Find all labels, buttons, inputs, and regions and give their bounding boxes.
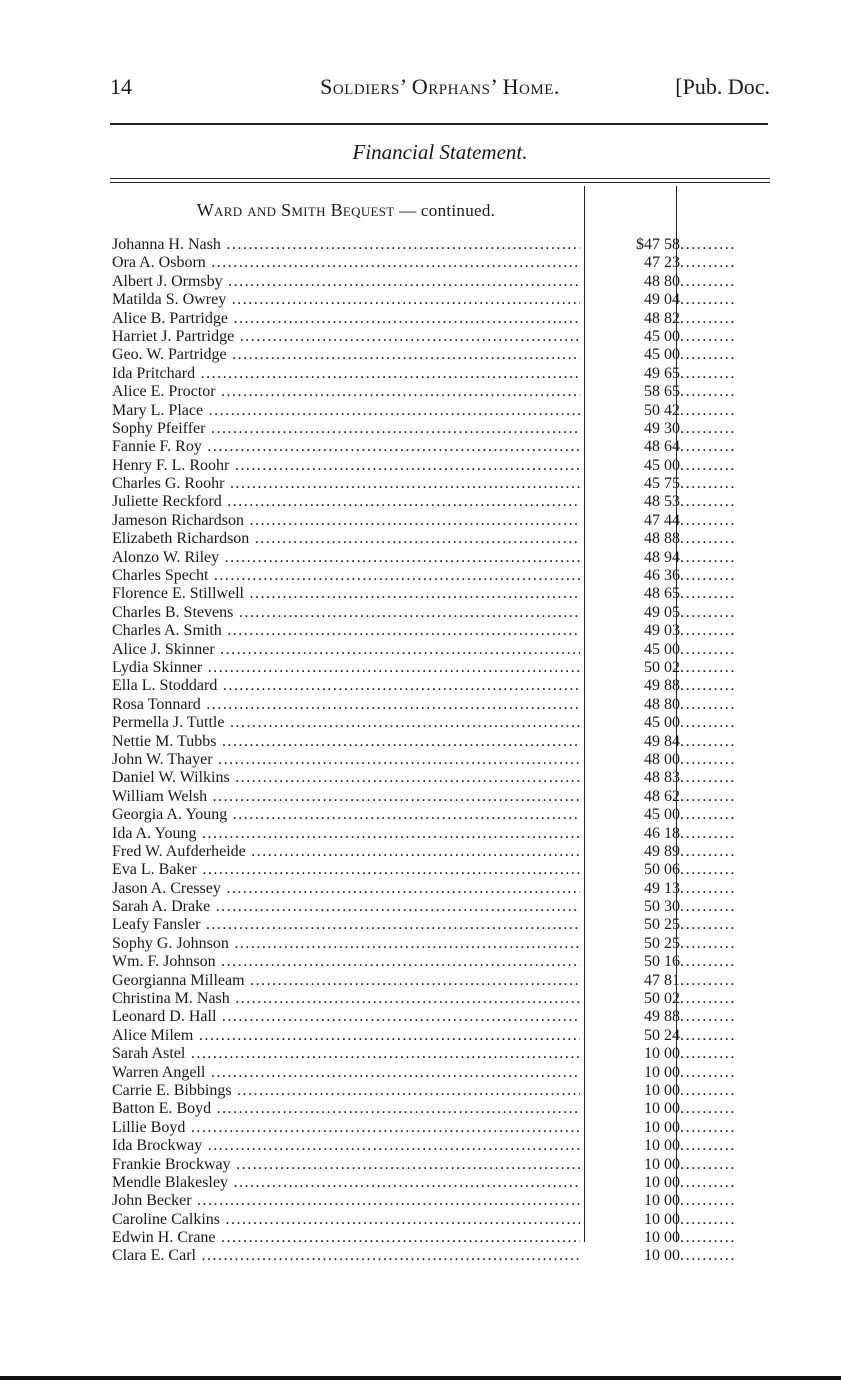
table-row [112, 880, 772, 898]
entry-amount: 46 18 [644, 824, 680, 842]
table-row [112, 1008, 772, 1026]
entry-amount: 10 00 [644, 1045, 680, 1063]
entry-name: John Becker ..... [112, 1192, 580, 1210]
table-row [112, 254, 772, 272]
entry-filler: .......... [680, 787, 736, 805]
entry-filler: .......... [680, 1063, 736, 1081]
entry-name: Permella J. Tuttle ..... [112, 714, 580, 732]
entry-filler: .......... [680, 346, 736, 364]
table-row [112, 346, 772, 364]
entry-filler: .......... [680, 401, 736, 419]
entry-amount: 47 44 [644, 511, 680, 529]
entry-amount: 48 82 [644, 309, 680, 327]
table-row [112, 935, 772, 953]
table-row [112, 567, 772, 585]
table-row [112, 291, 772, 309]
entry-amount: 10 00 [644, 1100, 680, 1118]
double-rule [110, 178, 770, 183]
entry-amount: 45 00 [644, 327, 680, 345]
entry-filler: .......... [680, 1045, 736, 1063]
table-row [112, 714, 772, 732]
entry-amount: 47 81 [644, 971, 680, 989]
entry-name: Matilda S. Owrey ..... [112, 291, 580, 309]
entry-name: Alice Milem ..... [112, 1027, 580, 1045]
entry-filler: .......... [680, 585, 736, 603]
table-row [112, 806, 772, 824]
entry-name: Jason A. Cressey ..... [112, 880, 580, 898]
entry-filler: .......... [680, 309, 736, 327]
entry-filler: .......... [680, 622, 736, 640]
entry-name: Ida Brockway ..... [112, 1137, 580, 1155]
entry-amount: 10 00 [644, 1155, 680, 1173]
entry-filler: .......... [680, 1229, 736, 1247]
table-row [112, 328, 772, 346]
table-row [112, 530, 772, 548]
table-row [112, 751, 772, 769]
entry-amount: 10 00 [644, 1173, 680, 1191]
entry-amount: 48 65 [644, 585, 680, 603]
entry-amount: 50 42 [644, 401, 680, 419]
table-row [112, 1211, 772, 1229]
entry-amount: 48 00 [644, 750, 680, 768]
entry-filler: .......... [680, 898, 736, 916]
entry-amount: 50 24 [644, 1026, 680, 1044]
entry-amount: $47 58 [636, 236, 680, 253]
table-row [112, 769, 772, 787]
entry-filler: .......... [680, 1173, 736, 1191]
table-row [112, 972, 772, 990]
entry-name: Sophy Pfeiffer ..... [112, 420, 580, 438]
entry-amount: 50 02 [644, 990, 680, 1008]
table-row [112, 622, 772, 640]
entry-amount: 50 30 [644, 898, 680, 916]
entry-filler: .......... [680, 934, 736, 952]
entry-name: Nettie M. Tubbs ..... [112, 733, 580, 751]
entry-filler: .......... [680, 1192, 736, 1210]
table-row [112, 825, 772, 843]
entry-filler: .......... [680, 603, 736, 621]
ledger-table [112, 236, 772, 1266]
entry-name: Carrie E. Bibbings ..... [112, 1082, 580, 1100]
entry-amount: 49 30 [644, 419, 680, 437]
entry-filler: .......... [680, 732, 736, 750]
entry-name: Daniel W. Wilkins ..... [112, 769, 580, 787]
entry-amount: 48 80 [644, 695, 680, 713]
entry-filler: .......... [680, 861, 736, 879]
entry-name: Frankie Brockway ..... [112, 1156, 580, 1174]
table-row [112, 733, 772, 751]
running-head [110, 74, 770, 104]
table-row [112, 1045, 772, 1063]
table-row [112, 953, 772, 971]
entry-amount: 58 65 [644, 383, 680, 401]
table-row [112, 677, 772, 695]
entry-amount: 10 00 [644, 1063, 680, 1081]
entry-filler: .......... [680, 438, 736, 456]
entry-amount: 45 00 [644, 346, 680, 364]
entry-amount: 48 53 [644, 493, 680, 511]
entry-amount: 49 04 [644, 291, 680, 309]
entry-amount: 10 00 [644, 1118, 680, 1136]
entry-name: Ida A. Young ..... [112, 825, 580, 843]
entry-amount: 49 84 [644, 732, 680, 750]
entry-name: Caroline Calkins ..... [112, 1211, 580, 1229]
table-row [112, 1192, 772, 1210]
entry-filler: .......... [680, 236, 736, 253]
table-row [112, 457, 772, 475]
entry-filler: .......... [680, 916, 736, 934]
entry-name: Ella L. Stoddard ..... [112, 677, 580, 695]
table-row [112, 1064, 772, 1082]
entry-amount: 10 00 [644, 1247, 680, 1265]
entry-name: Warren Angell ..... [112, 1064, 580, 1082]
table-row [112, 420, 772, 438]
entry-name: Eva L. Baker ..... [112, 861, 580, 879]
entry-name: Juliette Reckford ..... [112, 493, 580, 511]
table-row [112, 1156, 772, 1174]
entry-name: Edwin H. Crane ..... [112, 1229, 580, 1247]
entry-amount: 49 03 [644, 622, 680, 640]
entry-name: Charles B. Stevens ..... [112, 604, 580, 622]
table-row [112, 641, 772, 659]
header-rule [110, 123, 768, 125]
entry-name: Alonzo W. Riley ..... [112, 549, 580, 567]
table-row [112, 585, 772, 603]
entry-amount: 10 00 [644, 1192, 680, 1210]
table-row [112, 1082, 772, 1100]
subheading-smallcaps: Ward and Smith Bequest [196, 200, 395, 220]
entry-amount: 10 00 [644, 1229, 680, 1247]
entry-amount: 49 65 [644, 364, 680, 382]
entry-name: Sarah A. Drake ..... [112, 898, 580, 916]
entry-filler: .......... [680, 419, 736, 437]
table-row [112, 1119, 772, 1137]
table-row [112, 916, 772, 934]
entry-name: Harriet J. Partridge ..... [112, 328, 580, 346]
entry-name: Mary L. Place ..... [112, 402, 580, 420]
entry-filler: .......... [680, 824, 736, 842]
entry-amount: 45 00 [644, 714, 680, 732]
entry-name: Wm. F. Johnson ..... [112, 953, 580, 971]
entry-amount: 50 25 [644, 916, 680, 934]
entry-name: Johanna H. Nash ..... [112, 236, 580, 254]
entry-name: Charles G. Roohr ..... [112, 475, 580, 493]
entry-amount: 10 00 [644, 1137, 680, 1155]
table-row [112, 493, 772, 511]
entry-amount: 49 13 [644, 879, 680, 897]
entry-name: Charles Specht ..... [112, 567, 580, 585]
entry-name: Sarah Astel ..... [112, 1045, 580, 1063]
entry-filler: .......... [680, 548, 736, 566]
entry-filler: .......... [680, 291, 736, 309]
entry-filler: .......... [680, 511, 736, 529]
entry-amount: 48 83 [644, 769, 680, 787]
entry-filler: .......... [680, 530, 736, 548]
entry-filler: .......... [680, 1026, 736, 1044]
table-row [112, 365, 772, 383]
table-row [112, 861, 772, 879]
entry-amount: 47 23 [644, 254, 680, 272]
entry-amount: 46 36 [644, 567, 680, 585]
entry-amount: 48 62 [644, 787, 680, 805]
entry-filler: .......... [680, 1155, 736, 1173]
entry-amount: 45 00 [644, 640, 680, 658]
entry-amount: 49 88 [644, 1008, 680, 1026]
entry-name: William Welsh ..... [112, 788, 580, 806]
entry-filler: .......... [680, 567, 736, 585]
entry-amount: 10 00 [644, 1081, 680, 1099]
entry-filler: .......... [680, 879, 736, 897]
entry-name: Geo. W. Partridge ..... [112, 346, 580, 364]
entry-filler: .......... [680, 254, 736, 272]
table-row [112, 696, 772, 714]
section-title: Financial Statement. [352, 140, 528, 164]
entry-name: Ora A. Osborn ..... [112, 254, 580, 272]
entry-amount: 45 75 [644, 475, 680, 493]
entry-name: Batton E. Boyd ..... [112, 1100, 580, 1118]
entry-filler: .......... [680, 695, 736, 713]
entry-name: Lydia Skinner ..... [112, 659, 580, 677]
entry-filler: .......... [680, 806, 736, 824]
entry-filler: .......... [680, 493, 736, 511]
entry-name: Fannie F. Roy ..... [112, 438, 580, 456]
entry-filler: .......... [680, 769, 736, 787]
entry-name: Alice B. Partridge ..... [112, 310, 580, 328]
entry-filler: .......... [680, 1008, 736, 1026]
scan-edge [0, 1376, 841, 1380]
entry-name: Clara E. Carl ..... [112, 1247, 580, 1265]
entry-amount: 50 02 [644, 658, 680, 676]
entry-name: Jameson Richardson ..... [112, 512, 580, 530]
entry-amount: 49 89 [644, 842, 680, 860]
entry-amount: 10 00 [644, 1210, 680, 1228]
entry-name: Elizabeth Richardson ..... [112, 530, 580, 548]
entry-name: Georgianna Milleam ..... [112, 972, 580, 990]
entry-filler: .......... [680, 327, 736, 345]
entry-amount: 49 05 [644, 603, 680, 621]
entry-filler: .......... [680, 640, 736, 658]
table-row [112, 898, 772, 916]
entry-name: Mendle Blakesley ..... [112, 1174, 580, 1192]
entry-amount: 48 64 [644, 438, 680, 456]
document-reference: [Pub. Doc. [675, 74, 770, 99]
table-row [112, 1174, 772, 1192]
entry-amount: 50 06 [644, 861, 680, 879]
entry-name: Ida Pritchard ..... [112, 365, 580, 383]
entry-filler: .......... [680, 971, 736, 989]
entry-amount: 49 88 [644, 677, 680, 695]
entry-name: Georgia A. Young ..... [112, 806, 580, 824]
entry-amount: 45 00 [644, 806, 680, 824]
subheading-continued: — continued. [394, 201, 496, 220]
entry-filler: .......... [680, 953, 736, 971]
entry-amount: 50 16 [644, 953, 680, 971]
page-number: 14 [110, 74, 132, 99]
running-title: Soldiers’ Orphans’ Home. [320, 74, 560, 99]
table-row [112, 788, 772, 806]
entry-name: Leonard D. Hall ..... [112, 1008, 580, 1026]
entry-filler: .......... [680, 272, 736, 290]
table-row [112, 310, 772, 328]
table-row [112, 990, 772, 1008]
entry-filler: .......... [680, 842, 736, 860]
entry-name: Sophy G. Johnson ..... [112, 935, 580, 953]
entry-amount: 45 00 [644, 456, 680, 474]
entry-name: Leafy Fansler ..... [112, 916, 580, 934]
entry-filler: .......... [680, 677, 736, 695]
entry-amount: 48 88 [644, 530, 680, 548]
entry-amount: 48 94 [644, 548, 680, 566]
table-row [112, 273, 772, 291]
entry-name: Christina M. Nash ..... [112, 990, 580, 1008]
entry-name: John W. Thayer ..... [112, 751, 580, 769]
table-row [112, 438, 772, 456]
entry-amount: 50 25 [644, 934, 680, 952]
entry-name: Lillie Boyd ..... [112, 1119, 580, 1137]
entry-filler: .......... [680, 714, 736, 732]
table-row [112, 1137, 772, 1155]
entry-name: Florence E. Stillwell ..... [112, 585, 580, 603]
entry-name: Fred W. Aufderheide ..... [112, 843, 580, 861]
entry-filler: .......... [680, 1118, 736, 1136]
entry-name: Rosa Tonnard ..... [112, 696, 580, 714]
entry-filler: .......... [680, 364, 736, 382]
entry-filler: .......... [680, 1081, 736, 1099]
table-row [112, 512, 772, 530]
table-row [112, 1100, 772, 1118]
table-row [112, 383, 772, 401]
entry-amount: 48 80 [644, 272, 680, 290]
entry-filler: .......... [680, 750, 736, 768]
entry-name: Albert J. Ormsby ..... [112, 273, 580, 291]
table-row [112, 1229, 772, 1247]
entry-filler: .......... [680, 383, 736, 401]
entry-name: Henry F. L. Roohr ..... [112, 457, 580, 475]
entry-name: Alice J. Skinner ..... [112, 641, 580, 659]
table-row [112, 236, 772, 254]
table-row [112, 402, 772, 420]
entry-filler: .......... [680, 1247, 736, 1265]
entry-filler: .......... [680, 456, 736, 474]
entry-filler: .......... [680, 1210, 736, 1228]
entry-filler: .......... [680, 475, 736, 493]
table-row [112, 549, 772, 567]
table-row [112, 1247, 772, 1265]
table-row [112, 1027, 772, 1045]
table-row [112, 843, 772, 861]
entry-filler: .......... [680, 990, 736, 1008]
entry-name: Alice E. Proctor ..... [112, 383, 580, 401]
table-row [112, 659, 772, 677]
entry-filler: .......... [680, 1100, 736, 1118]
table-subheading [110, 200, 582, 221]
entry-filler: .......... [680, 658, 736, 676]
entry-filler: .......... [680, 1137, 736, 1155]
entry-name: Charles A. Smith ..... [112, 622, 580, 640]
table-row [112, 604, 772, 622]
table-row [112, 475, 772, 493]
